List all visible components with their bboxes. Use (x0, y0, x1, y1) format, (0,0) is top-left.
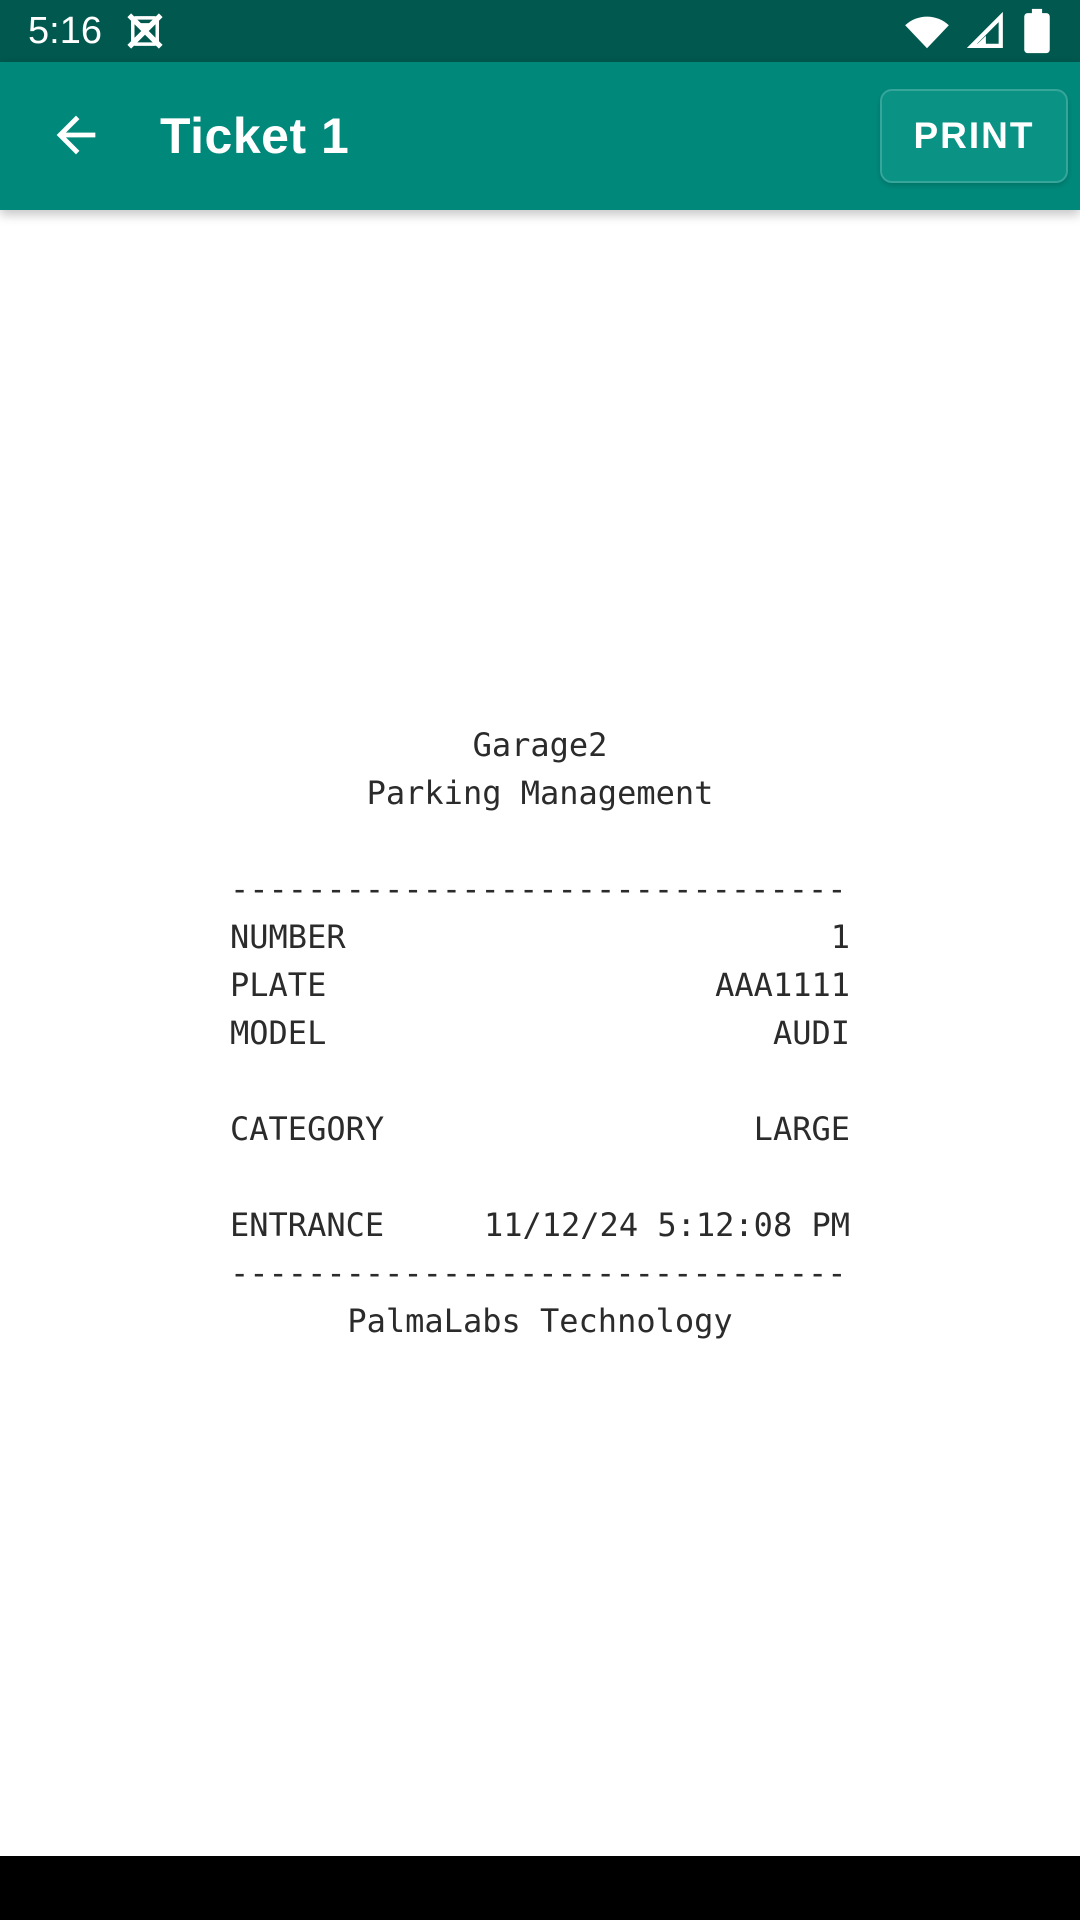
receipt-divider: -------------------------------- (230, 1254, 847, 1292)
receipt-header-line: Parking Management (366, 774, 714, 812)
navigation-bar (0, 1856, 1080, 1920)
receipt-blank-line (230, 1057, 850, 1105)
receipt-divider: -------------------------------- (230, 870, 847, 908)
status-bar (0, 0, 1080, 62)
app-bar (0, 62, 1080, 210)
receipt-blank-line (230, 817, 850, 865)
back-button[interactable] (28, 88, 124, 184)
receipt-row-value: 11/12/24 5:12:08 PM (483, 1206, 850, 1244)
receipt-row-value: 1 (830, 918, 850, 956)
receipt-row-label: MODEL (230, 1014, 327, 1052)
receipt (230, 210, 850, 1345)
receipt-row-label: ENTRANCE (230, 1206, 385, 1244)
receipt-row-value: AUDI (772, 1014, 850, 1052)
page-title: Ticket 1 (160, 108, 350, 164)
battery-icon (1020, 7, 1054, 55)
receipt-row-label: PLATE (230, 966, 327, 1004)
receipt-row-plate (230, 961, 850, 1009)
receipt-row-category (230, 1105, 850, 1153)
wifi-icon (904, 8, 950, 54)
receipt-row-value: LARGE (753, 1110, 850, 1148)
print-button[interactable]: PRINT (880, 89, 1068, 183)
receipt-row-value: AAA1111 (715, 966, 850, 1004)
receipt-blank-line (230, 1153, 850, 1201)
blocked-notification-icon (124, 10, 166, 52)
arrow-back-icon (47, 106, 105, 167)
ticket-content-area (0, 210, 1080, 1856)
receipt-row-label: CATEGORY (230, 1110, 385, 1148)
status-clock: 5:16 (28, 10, 102, 52)
status-bar-right-icons (904, 7, 1054, 55)
receipt-row-model (230, 1009, 850, 1057)
receipt-header-line: Garage2 (472, 726, 608, 764)
receipt-row-entrance (230, 1201, 850, 1249)
receipt-row-label: NUMBER (230, 918, 346, 956)
cellular-signal-icon (964, 10, 1006, 52)
receipt-footer-line: PalmaLabs Technology (347, 1302, 733, 1340)
receipt-row-number (230, 913, 850, 961)
